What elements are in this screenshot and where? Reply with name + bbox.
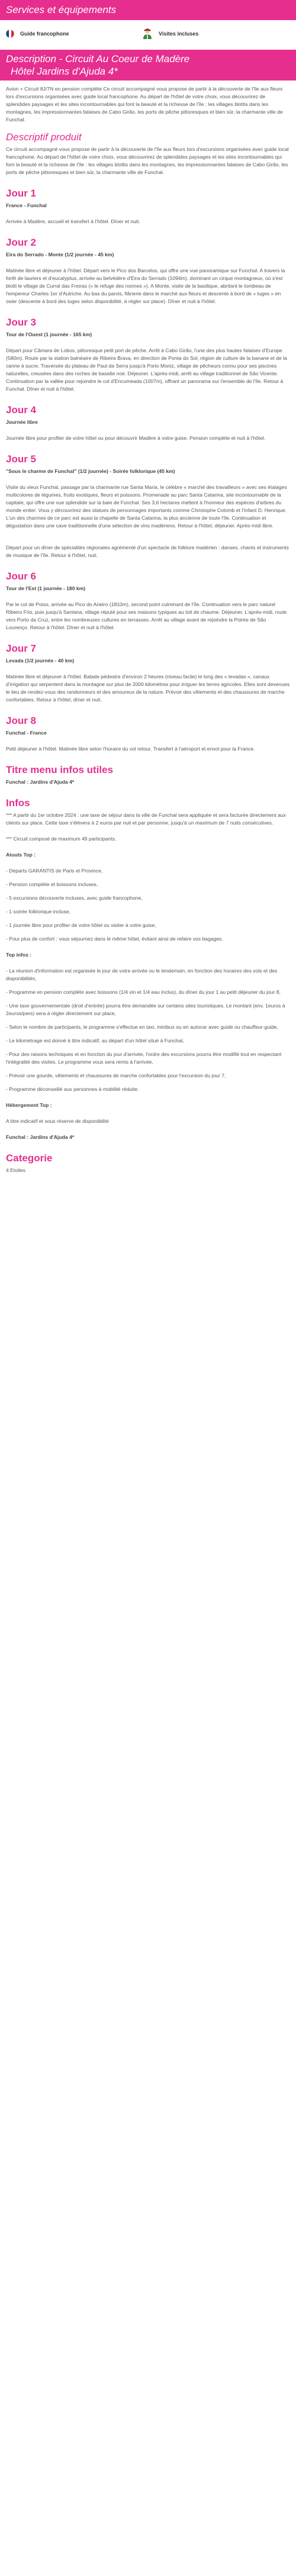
list-item: - Selon le nombre de participants, le programme s'effectue en taxi, minibus ou en autocar avec guide ou chauffeur-guide, bbox=[6, 1024, 278, 1030]
day-title: Jour 2 bbox=[6, 237, 37, 248]
france-flag-icon bbox=[6, 30, 14, 38]
day-subtitle: Tour de l'Ouest (1 journée - 165 km) bbox=[6, 331, 92, 337]
list-item: - Pour plus de confort : vous séjournez dans le même hôtel, évitant ainsi de refaire vos bagages. bbox=[6, 936, 223, 942]
infos-taxe-text: *** A partir du 1er octobre 2024 : une taxe de séjour dans la ville de Funchal sera appliquée et sera facturée directement aux clients sur place. Cette taxe s'élèvera à 2 euros par nuit et par personne, jusqu'à un maximum de 7 nuits consécutives. bbox=[6, 812, 286, 826]
day-title: Jour 5 bbox=[6, 453, 37, 465]
day-8 bbox=[6, 717, 290, 753]
list-item: - Une taxe gouvernementale (droit d'entrée) pourra être demandée sur certains sites touristiques. Le montant (env. 1euros à 2euros/pers) sera à régler directement sur place, bbox=[6, 1003, 285, 1016]
service-guide-francophone bbox=[6, 30, 142, 38]
day-title: Jour 6 bbox=[6, 571, 37, 582]
list-item: - Départs GARANTIS de Paris et Province, bbox=[6, 868, 103, 874]
list-item: - La réunion d'information est organisée le jour de votre arrivée ou le lendemain, en fonction des horaires des vols et des disponibilités, bbox=[6, 968, 278, 981]
list-item: - Pension complète et boissons incluses, bbox=[6, 881, 98, 887]
day-text: Arrivée à Madère, accueil et transfert à l'hôtel. Dîner et nuit. bbox=[6, 218, 140, 224]
description-header bbox=[0, 50, 296, 80]
day-subtitle: Journée libre bbox=[6, 419, 38, 425]
services-header bbox=[0, 0, 296, 20]
topinfos-list bbox=[6, 967, 290, 1093]
titre-menu-text: Funchal : Jardins d'Ajuda 4* bbox=[6, 779, 75, 785]
day-subtitle: France - Funchal bbox=[6, 202, 47, 208]
list-item: - Programme en pension complète avec boissons (1/4 vin et 1/4 eau inclus), du dîner du jour 1 au petit déjeuner du jour 8, bbox=[6, 989, 281, 995]
list-item: - Pour des raisons techniques et en fonction du jour d'arrivée, l'ordre des excursions pourra être modifié tout en respectant l'intégralité des visites. Le programme vous sera remis à l'arrivée, bbox=[6, 1051, 282, 1065]
infos-participants-text: *** Circuit composé de maximum 49 participants. bbox=[6, 836, 117, 842]
list-item: - Le kilométrage est donné à titre indicatif, au départ d'un hôtel situé à Funchal, bbox=[6, 1038, 184, 1044]
services-row bbox=[0, 20, 296, 47]
day-title: Jour 1 bbox=[6, 188, 37, 199]
description-title-line1: Description - Circuit Au Coeur de Madère bbox=[6, 53, 190, 65]
hebergement-hotel: Funchal : Jardins d'Ajuda 4* bbox=[6, 1134, 75, 1140]
categorie-heading: Categorie bbox=[6, 1152, 53, 1164]
content bbox=[0, 80, 296, 1174]
day-text: Journée libre pour profiter de votre hôtel ou pour découvrir Madère à votre guise. Pension complète et nuit à l'hôtel. bbox=[6, 435, 266, 441]
atouts-heading: Atouts Top : bbox=[6, 852, 36, 858]
descriptif-text: Ce circuit accompagné vous propose de partir à la découverte de l'île aux fleurs lors d'excursions organisées avec guide local francophone. Au départ de l'hôtel de votre choix, vous découvrirez de splendides paysages et les sites incontournables qui font la beauté et la richesse de l'île : les villages blottis dans les montagnes, les impressionnantes falaises de Cabo Girão, les ports de pêche pittoresques et bien sûr, la charmante ville de Funchal. bbox=[6, 146, 289, 175]
list-item: - Programme déconseillé aux personnes à mobilité réduite. bbox=[6, 1086, 139, 1092]
hebergement-heading: Hébergement Top : bbox=[6, 1102, 52, 1108]
day-title: Jour 8 bbox=[6, 715, 37, 726]
description-title-line2: Hôtel Jardins d'Ajuda 4* bbox=[11, 66, 118, 77]
services-title: Services et équipements bbox=[6, 4, 117, 15]
day-text: Départ pour un dîner de spécialités régionales agrémenté d'un spectacle de folklore madérien : danses, chants et instruments de musique de l'île. Retour à l'hôtel, nuit. bbox=[6, 545, 289, 558]
day-text: Départ pour Câmara de Lobos, pittoresque petit port de pêche. Arrêt à Cabo Girão, l'une des plus hautes falaises d'Europe (580m). Route par la station balnéaire de Ribeira Brava, en direction de Ponta do Sol, région de culture de la banane et de la canne à sucre. Traversée du plateau de Paul da Serra jusqu'à Porto Moniz, village de pêcheurs connu pour ses piscines naturelles, creusées dans des roches de basalte noir. Déjeuner. L'après-midi, arrêt au village traditionnel de São Vicente. Continuation par la vallée pour rejoindre le col d'Encumeada (1007m), offrant un panorama sur l'ensemble de l'île. Retour à Funchal. Dîner et nuit à l'hôtel. bbox=[6, 347, 287, 392]
day-text: Petit déjeuner à l'hôtel. Matinée libre selon l'horaire du vol retour. Transfert à l'aéroport et envol pour la France. bbox=[6, 746, 255, 752]
day-text: Matinée libre et déjeuner à l'hôtel. Balade pédestre d'environ 2 heures (niveau facile) le long des « levadas », canaux d'irrigation qui serpentent dans la montagne sur plus de 2000 kilomètres pour irriguer les terres agricoles. Elles sont devenues le lieu de rendez-vous des randonneurs et des amoureux de la nature. Prévoir des vêtements et des chaussures de marche confortables. Retour à l'hôtel, dîner et nuit. bbox=[6, 674, 290, 703]
atouts-list bbox=[6, 867, 290, 943]
titre-menu-heading: Titre menu infos utiles bbox=[6, 764, 114, 775]
list-item: - 5 excursions découverte incluses, avec guide francophone, bbox=[6, 895, 143, 901]
day-text: Visite du vieux Funchal, passage par la charmante rue Santa Maria, le célèbre « marché des travailleurs » avec ses étalages multicolores de légumes, fruits exotiques, fleurs et poissons. Promenade au parc Santa Catarina, site incontournable de la capitale, qui offre une vue splendide sur la baie de Funchal. Ses 3,6 hectares mettent à l'honneur des espèces d'arbres du monde entier. Vous y découvrirez des statues de personnages importants comme Christophe Colomb et l'Infant D. Henrique. L'un des charmes de ce parc est aussi la chapelle de Santa Catarina, la plus ancienne de toute l'île. Continuation et dégustation dans une cave traditionnelle d'une sélection de vins madériens. Retour à l'hôtel, déjeuner. Après-midi libre. bbox=[6, 484, 287, 529]
categorie-text: 4 Etoiles bbox=[6, 1167, 25, 1173]
day-subtitle: Eira do Serrado - Monte (1/2 journée - 45 km) bbox=[6, 252, 114, 257]
day-title: Jour 7 bbox=[6, 643, 37, 654]
day-2 bbox=[6, 239, 290, 305]
descriptif-heading: Descriptif produit bbox=[6, 131, 82, 143]
service-visites-incluses bbox=[142, 28, 278, 40]
day-text: Matinée libre et déjeuner à l'hôtel. Départ vers le Pico dos Barcelos, qui offre une vue panoramique sur Funchal. A travers la forêt de lauriers et d'eucalyptus, arrivée au belvédère d'Eira do Serrado (1094m), dominant un cirque montagneux, où s'est blotti le village de Curral das Freiras (« le refuge des nonnes »). A Monte, visite de la basilique, abritant le tombeau de l'empereur Charles 1er d'Autriche. Au bas du parvis, flânerie dans le marché aux fleurs et descente à bord de « luges » en osier (descente à bord des luges selon disponibilité, à régler sur place). Dîner et nuit à l'hôtel. bbox=[6, 268, 285, 304]
day-subtitle: Levada (1/2 journée - 40 km) bbox=[6, 658, 75, 664]
day-title: Jour 4 bbox=[6, 404, 37, 416]
intro-text: Avion + Circuit 8J/7N en pension complète Ce circuit accompagné vous propose de partir à la découverte de l'île aux fleurs lors d'excursions organisées avec guide local francophone. Au départ de l'hôtel de votre choix, vous découvrirez de splendides paysages et les sites incontournables qui font la beauté et la richesse de l'île : les villages blottis dans les montagnes, les impressionnantes falaises de Cabo Girão, les ports de pêche pittoresques et bien sûr, la charmante ville de Funchal. bbox=[6, 86, 283, 123]
days-list bbox=[6, 189, 290, 753]
day-subtitle: Funchal - France bbox=[6, 730, 47, 736]
guide-person-icon bbox=[142, 28, 153, 40]
day-title: Jour 3 bbox=[6, 317, 37, 328]
day-5 bbox=[6, 455, 290, 559]
day-subtitle: Tour de l'Est (1 journée - 180 km) bbox=[6, 585, 86, 591]
hebergement-text: A titre indicatif et sous réserve de disponibilité bbox=[6, 1118, 109, 1124]
day-subtitle: "Sous le charme de Funchal" (1/2 journée) - Soirée folklorique (45 km) bbox=[6, 468, 175, 474]
service-label: Visites incluses bbox=[159, 31, 199, 37]
day-text: Par le col de Poiso, arrivée au Pico do Arieiro (1810m), second point culminant de l'île. Continuation vers le parc naturel Ribeiro Frio, puis jusqu'à Santana, village réputé pour ses maisons typiques au toit de chaume. Déjeuner. L'après-midi, route vers Porto da Cruz, entre les nombreuses cultures en terrasses. Arrêt au village avant de rejoindre la Pointe de São Lourenço. Retour à l'hôtel. Dîner et nuit à l'hôtel. bbox=[6, 601, 287, 630]
list-item: - 1 journée libre pour profiter de votre hôtel ou visiter à votre guise, bbox=[6, 922, 156, 928]
topinfos-heading: Top infos : bbox=[6, 952, 32, 958]
infos-heading: Infos bbox=[6, 797, 30, 809]
day-6 bbox=[6, 572, 290, 632]
service-label: Guide francophone bbox=[20, 31, 69, 37]
day-7 bbox=[6, 645, 290, 704]
day-4 bbox=[6, 406, 290, 442]
list-item: - 1 soirée folklorique incluse, bbox=[6, 909, 70, 915]
day-3 bbox=[6, 318, 290, 393]
list-item: - Prévoir une gourde, vêtements et chaussures de marche confortables pour l'excursion du jour 7, bbox=[6, 1073, 226, 1078]
day-1 bbox=[6, 189, 290, 226]
